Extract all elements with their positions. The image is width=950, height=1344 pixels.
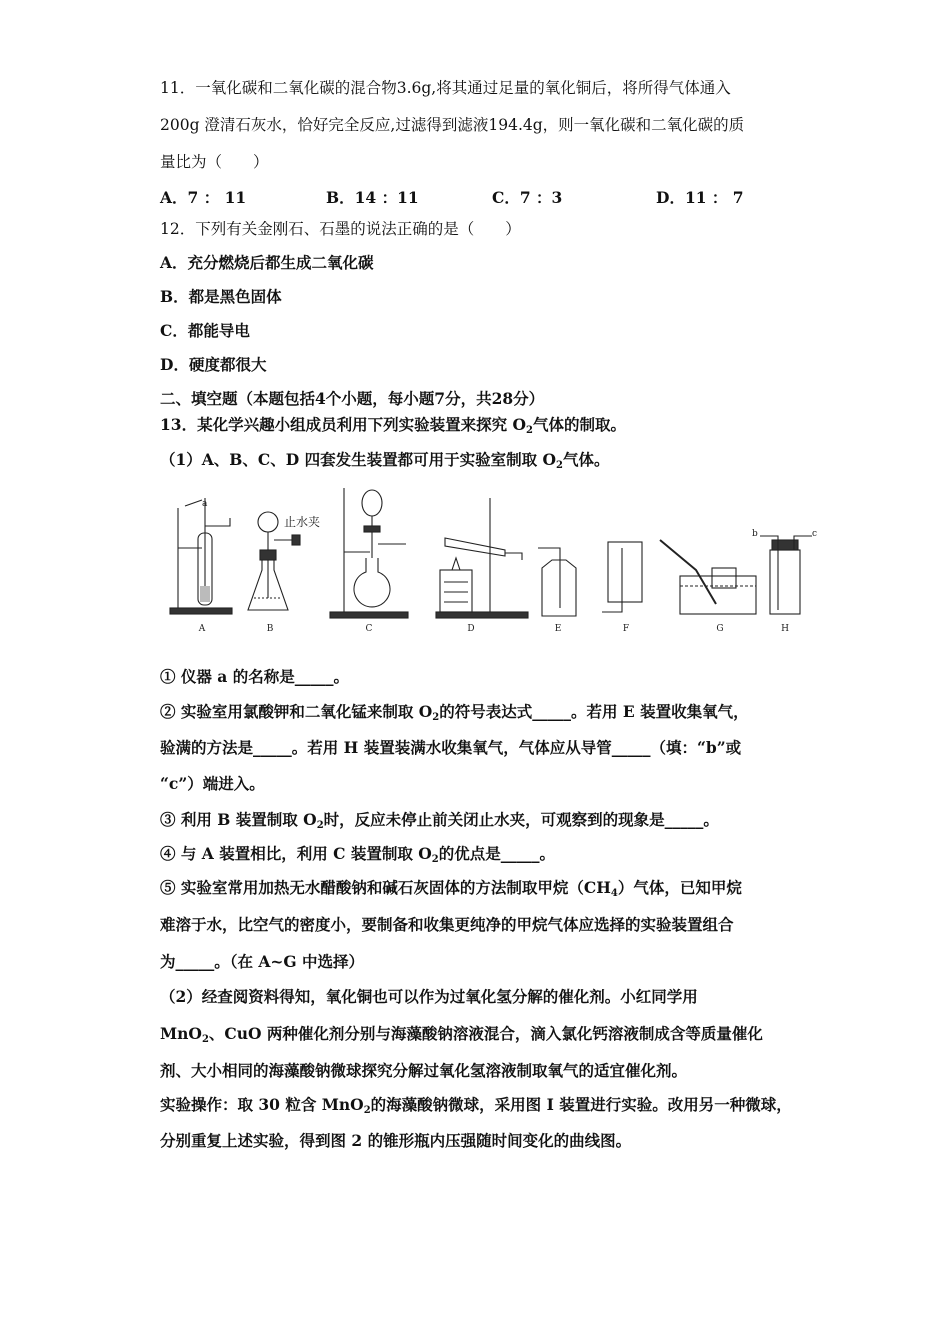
apparatus-h [760,536,812,614]
q13-sub5-line1: ⑤ 实验室常用加热无水醋酸钠和碱石灰固体的方法制取甲烷$(CH_4)$气体，已知甲烷 [160,878,742,899]
q11-option-c: C．7 ：3 [492,188,563,207]
q13-part2-line2: MnO$_2$、CuO 两种催化剂分别与海藻酸钠溶液混合，滴入氯化钙溶液制成含等质量催化 [160,1024,763,1045]
q13-operation-line2: 分别重复上述实验，得到图 2 的锥形瓶内压强随时间变化的曲线图。 [160,1131,632,1150]
apparatus-figure [160,478,825,638]
mark-c: c [812,529,818,539]
q11-options [160,186,800,206]
label-f: F [622,624,630,634]
q12-option-c: C．都能导电 [160,321,250,340]
apparatus-e [538,548,576,616]
apparatus-a [170,498,232,614]
apparatus-g [660,540,756,614]
q13-sub2-line1: ② 实验室用氯酸钾和二氧化锰来制取 $O_2$的符号表达式_____。若用 E 装置收集氧气， [160,702,749,723]
label-a: A [198,624,206,634]
q13-sub3: ③ 利用 B 装置制取 $O_2$时，反应未停止前关闭止水夹，可观察到的现象是_____。 [160,810,719,831]
q12-option-b: B．都是黑色固体 [160,287,282,306]
apparatus-c [330,488,408,618]
q12-option-d: D．硬度都很大 [160,355,267,374]
label-b: B [266,624,274,634]
label-h: H [781,624,789,634]
q12-stem: 12．下列有关金刚石、石墨的说法正确的是（ ） [160,220,521,238]
q13-sub1: ① 仪器 a 的名称是_____。 [160,667,349,686]
apparatus-d [436,498,528,618]
label-g: G [716,624,724,634]
q13-part2-line3: 剂、大小相同的海藻酸钠微球探究分解过氧化氢溶液制取氧气的适宜催化剂。 [160,1061,688,1080]
q12-option-a: A．充分燃烧后都生成二氧化碳 [160,253,374,272]
q11-option-a: A．7 ： 11 [160,188,247,207]
label-d: D [467,624,475,634]
q13-operation-line1: 实验操作：取 30 粒含 MnO$_2$的海藻酸钠微球，采用图 I 装置进行实验。改用另一种微球， [160,1095,792,1116]
label-e: E [554,624,562,634]
q11-option-d: D．11 ： 7 [656,188,744,207]
q13-sub5-line2: 难溶于水，比空气的密度小，要制备和收集更纯净的甲烷气体应选择的实验装置组合 [160,915,734,934]
clamp-label: 止水夹 [284,515,321,529]
q13-sub2-line3: “c”）端进入。 [160,774,265,793]
q11-line3: 量比为（ ） [160,153,269,171]
label-c: C [365,624,373,634]
mark-b: b [752,529,758,539]
q13-stem: 13．某化学兴趣小组成员利用下列实验装置来探究 $O_2$气体的制取。 [160,415,626,436]
apparatus-f [602,542,642,612]
q11-option-b: B．14 ：11 [326,188,419,207]
q11-line2: 200g 澄清石灰水，恰好完全反应,过滤得到滤液194.4g，则一氧化碳和二氧化碳的质 [160,116,745,134]
q13-sub4: ④ 与 A 装置相比，利用 C 装置制取 $O_2$的优点是_____。 [160,844,555,865]
q13-part2-line1: （2）经查阅资料得知，氧化铜也可以作为过氧化氢分解的催化剂。小红同学用 [160,987,698,1006]
q11-line1: 11．一氧化碳和二氧化碳的混合物3.6g,将其通过足量的氧化铜后，将所得气体通入 [160,79,731,97]
section2-header: 二、填空题（本题包括4个小题，每小题7分，共28分） [160,389,545,408]
mark-a: a [202,499,208,509]
q13-sub2-line2: 验满的方法是_____。若用 H 装置装满水收集氧气，气体应从导管_____（填：“b”或 [160,738,742,757]
q13-sub5-line3: 为_____。（在 A~G 中选择） [160,952,365,971]
q13-part1-intro: （1）A、B、C、D 四套发生装置都可用于实验室制取 $O_2$气体。 [160,450,610,471]
